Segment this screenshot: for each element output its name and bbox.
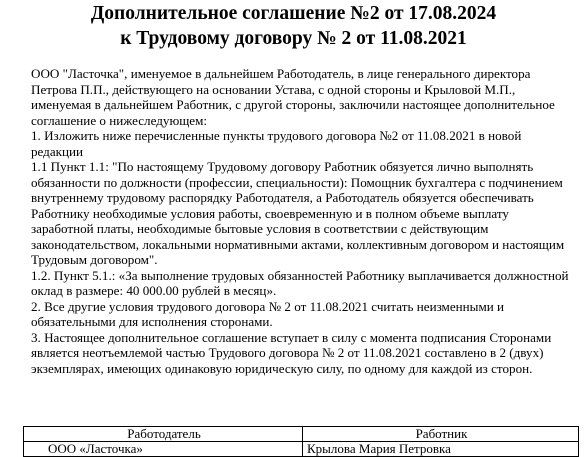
preamble-paragraph: ООО "Ласточка", именуемое в дальнейшем Работодатель, в лице генерального директора Петрова П.П., действующего на основании Устава, с одной стороны и Крыловой М.П., именуемая в дальнейшем Работник, с другой стороны, заключили настоящее дополнительное соглашение о нижеследующем: [31, 66, 555, 128]
employer-name: ООО «Ласточка» [24, 442, 303, 457]
signature-name-row [24, 442, 579, 457]
employee-header: Работник [303, 427, 579, 442]
clause-1: 1. Изложить ниже перечисленные пункты трудового договора №2 от 11.08.2021 в новой редакции [31, 128, 522, 159]
agreement-body [31, 66, 571, 376]
signature-table [23, 426, 579, 457]
employee-name: Крылова Мария Петровка [303, 442, 579, 457]
document-subtitle: к Трудовому договору № 2 от 11.08.2021 [120, 28, 467, 49]
signature-header-row [24, 427, 579, 442]
clause-3: 3. Настоящее дополнительное соглашение вступает в силу с момента подписания Сторонами является неотъемлемой частью Трудового договора № 2 от 11.08.2021 составлено в 2 (двух) экземплярах, имеющих одинаковую юридическую силу, по одному для каждой из сторон. [31, 329, 552, 376]
clause-1-2: 1.2. Пункт 5.1.: «За выполнение трудовых обязанностей Работнику выплачивается должностной оклад в размере: 40 000.00 рублей в месяц». [31, 267, 569, 298]
clause-2: 2. Все другие условия трудового договора № 2 от 11.08.2021 считать неизменными и обязательными для исполнения сторонами. [31, 298, 505, 329]
document-title: Дополнительное соглашение №2 от 17.08.2024 [90, 3, 497, 24]
clause-1-1: 1.1 Пункт 1.1: "По настоящему Трудовому договору Работник обязуется лично выполнять обязанности по должности (профессии, специальности): Помощник бухгалтера с подчинением внутреннему трудовому распорядку Работодателя, а Работодатель обязуется обеспечивать Работнику необходимые условия работы, своевременную и в полном объеме выплату заработной платы, необходимые бытовые условия в соответствии с действующим законодательством, локальными нормативными актами, коллективным договором и настоящим Трудовым договором". [31, 159, 565, 267]
employer-header: Работодатель [24, 427, 303, 442]
